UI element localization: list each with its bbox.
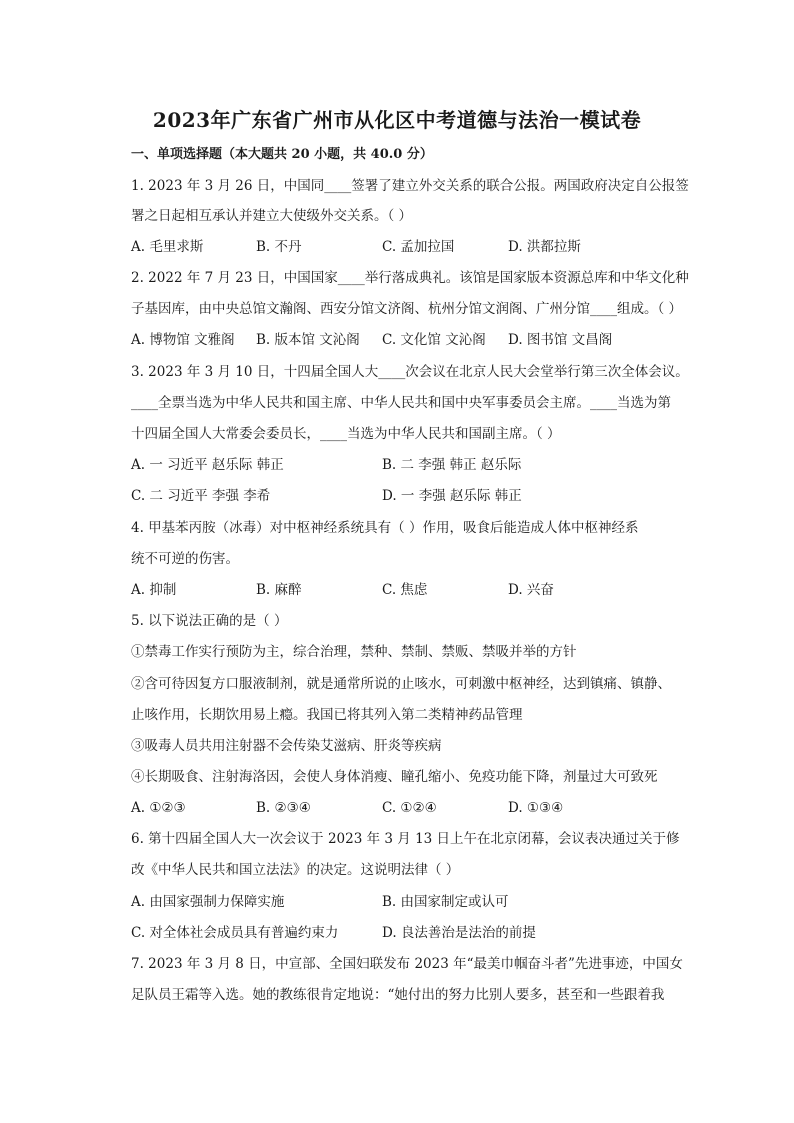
question-1-option-c: C. 孟加拉国	[382, 239, 455, 255]
question-5-statement: 止咳作用，长期饮用易上瘾。我国已将其列入第二类精神药品管理	[131, 707, 523, 723]
question-6-option-b: B. 由国家制定或认可	[382, 894, 509, 910]
question-1-option-a: A. 毛里求斯	[131, 239, 204, 255]
question-2-line: 2. 2022 年 7 月 23 日，中国国家____举行落成典礼。该馆是国家版本资源总库和中华文化种	[131, 270, 689, 286]
question-4-option-d: D. 兴奋	[508, 582, 554, 598]
exam-title: 2023年广东省广州市从化区中考道德与法治一模试卷	[152, 108, 642, 132]
question-2-line: 子基因库，由中央总馆文瀚阁、西安分馆文济阁、杭州分馆文润阁、广州分馆____组成。（ ）	[131, 301, 683, 317]
question-4-line: 4. 甲基苯丙胺（冰毒）对中枢神经系统具有（ ）作用，吸食后能造成人体中枢神经系	[131, 520, 639, 536]
question-5-statement: ②含可待因复方口服液制剂，就是通常所说的止咳水，可刺激中枢神经，达到镇痛、镇静、	[131, 676, 671, 692]
question-2-option-b: B. 版本馆 文沁阁	[256, 332, 360, 348]
question-1-option-d: D. 洪都拉斯	[508, 239, 581, 255]
question-3-option-d: D. 一 李强 赵乐际 韩正	[382, 488, 522, 504]
question-1-line: 署之日起相互承认并建立大使级外交关系。（ ）	[131, 208, 413, 224]
question-6-line: 改《中华人民共和国立法法》的决定。这说明法律（ ）	[131, 862, 460, 878]
question-2-option-c: C. 文化馆 文沁阁	[382, 332, 486, 348]
question-2-option-a: A. 博物馆 文雅阁	[131, 332, 235, 348]
question-4-option-c: C. 焦虑	[382, 582, 428, 598]
question-5-statement: ①禁毒工作实行预防为主，综合治理，禁种、禁制、禁贩、禁吸并举的方针	[131, 644, 577, 660]
question-5-option-d: D. ①③④	[508, 800, 564, 816]
question-6-option-d: D. 良法善治是法治的前提	[382, 925, 536, 941]
question-5-statement: ④长期吸食、注射海洛因，会使人身体消瘦、瞳孔缩小、免疫功能下降，剂量过大可致死	[131, 769, 658, 785]
question-4-line: 统不可逆的伤害。	[131, 551, 239, 567]
question-6-option-c: C. 对全体社会成员具有普遍约束力	[131, 925, 339, 941]
question-5-option-a: A. ①②③	[131, 800, 186, 816]
question-5-statement: ③吸毒人员共用注射器不会传染艾滋病、肝炎等疾病	[131, 738, 442, 754]
question-3-option-a: A. 一 习近平 赵乐际 韩正	[131, 457, 284, 473]
question-3-option-c: C. 二 习近平 李强 李希	[131, 488, 271, 504]
question-4-option-b: B. 麻醉	[256, 582, 302, 598]
question-2-option-d: D. 图书馆 文昌阁	[508, 332, 613, 348]
question-7-line: 7. 2023 年 3 月 8 日，中宣部、全国妇联发布 2023 年“最美巾帼奋斗者”先进事迹，中国女	[131, 956, 683, 972]
question-1-line: 1. 2023 年 3 月 26 日，中国同____签署了建立外交关系的联合公报。两国政府决定自公报签	[131, 178, 689, 194]
question-5-line: 5. 以下说法正确的是（ ）	[131, 613, 288, 629]
question-6-line: 6. 第十四届全国人大一次会议于 2023 年 3 月 13 日上午在北京闭幕，会议表决通过关于修	[131, 831, 680, 847]
question-3-line: ____全票当选为中华人民共和国主席、中华人民共和国中央军事委员会主席。____当选为第	[131, 395, 671, 411]
question-5-option-b: B. ②③④	[256, 800, 311, 816]
question-1-option-b: B. 不丹	[256, 239, 302, 255]
question-6-option-a: A. 由国家强制力保障实施	[131, 894, 285, 910]
section-heading: 一、单项选择题（本大题共 20 小题，共 40.0 分）	[131, 147, 433, 162]
question-4-option-a: A. 抑制	[131, 582, 177, 598]
question-3-line: 3. 2023 年 3 月 10 日，十四届全国人大____次会议在北京人民大会堂举行第三次全体会议。	[131, 364, 689, 380]
question-3-line: 十四届全国人大常委会委员长，____当选为中华人民共和国副主席。（ ）	[131, 426, 561, 442]
question-7-line: 足队员王霜等入选。她的教练很肯定地说：“她付出的努力比别人要多，甚至和一些跟着我	[131, 987, 665, 1003]
question-5-option-c: C. ①②④	[382, 800, 437, 816]
question-3-option-b: B. 二 李强 韩正 赵乐际	[382, 457, 522, 473]
